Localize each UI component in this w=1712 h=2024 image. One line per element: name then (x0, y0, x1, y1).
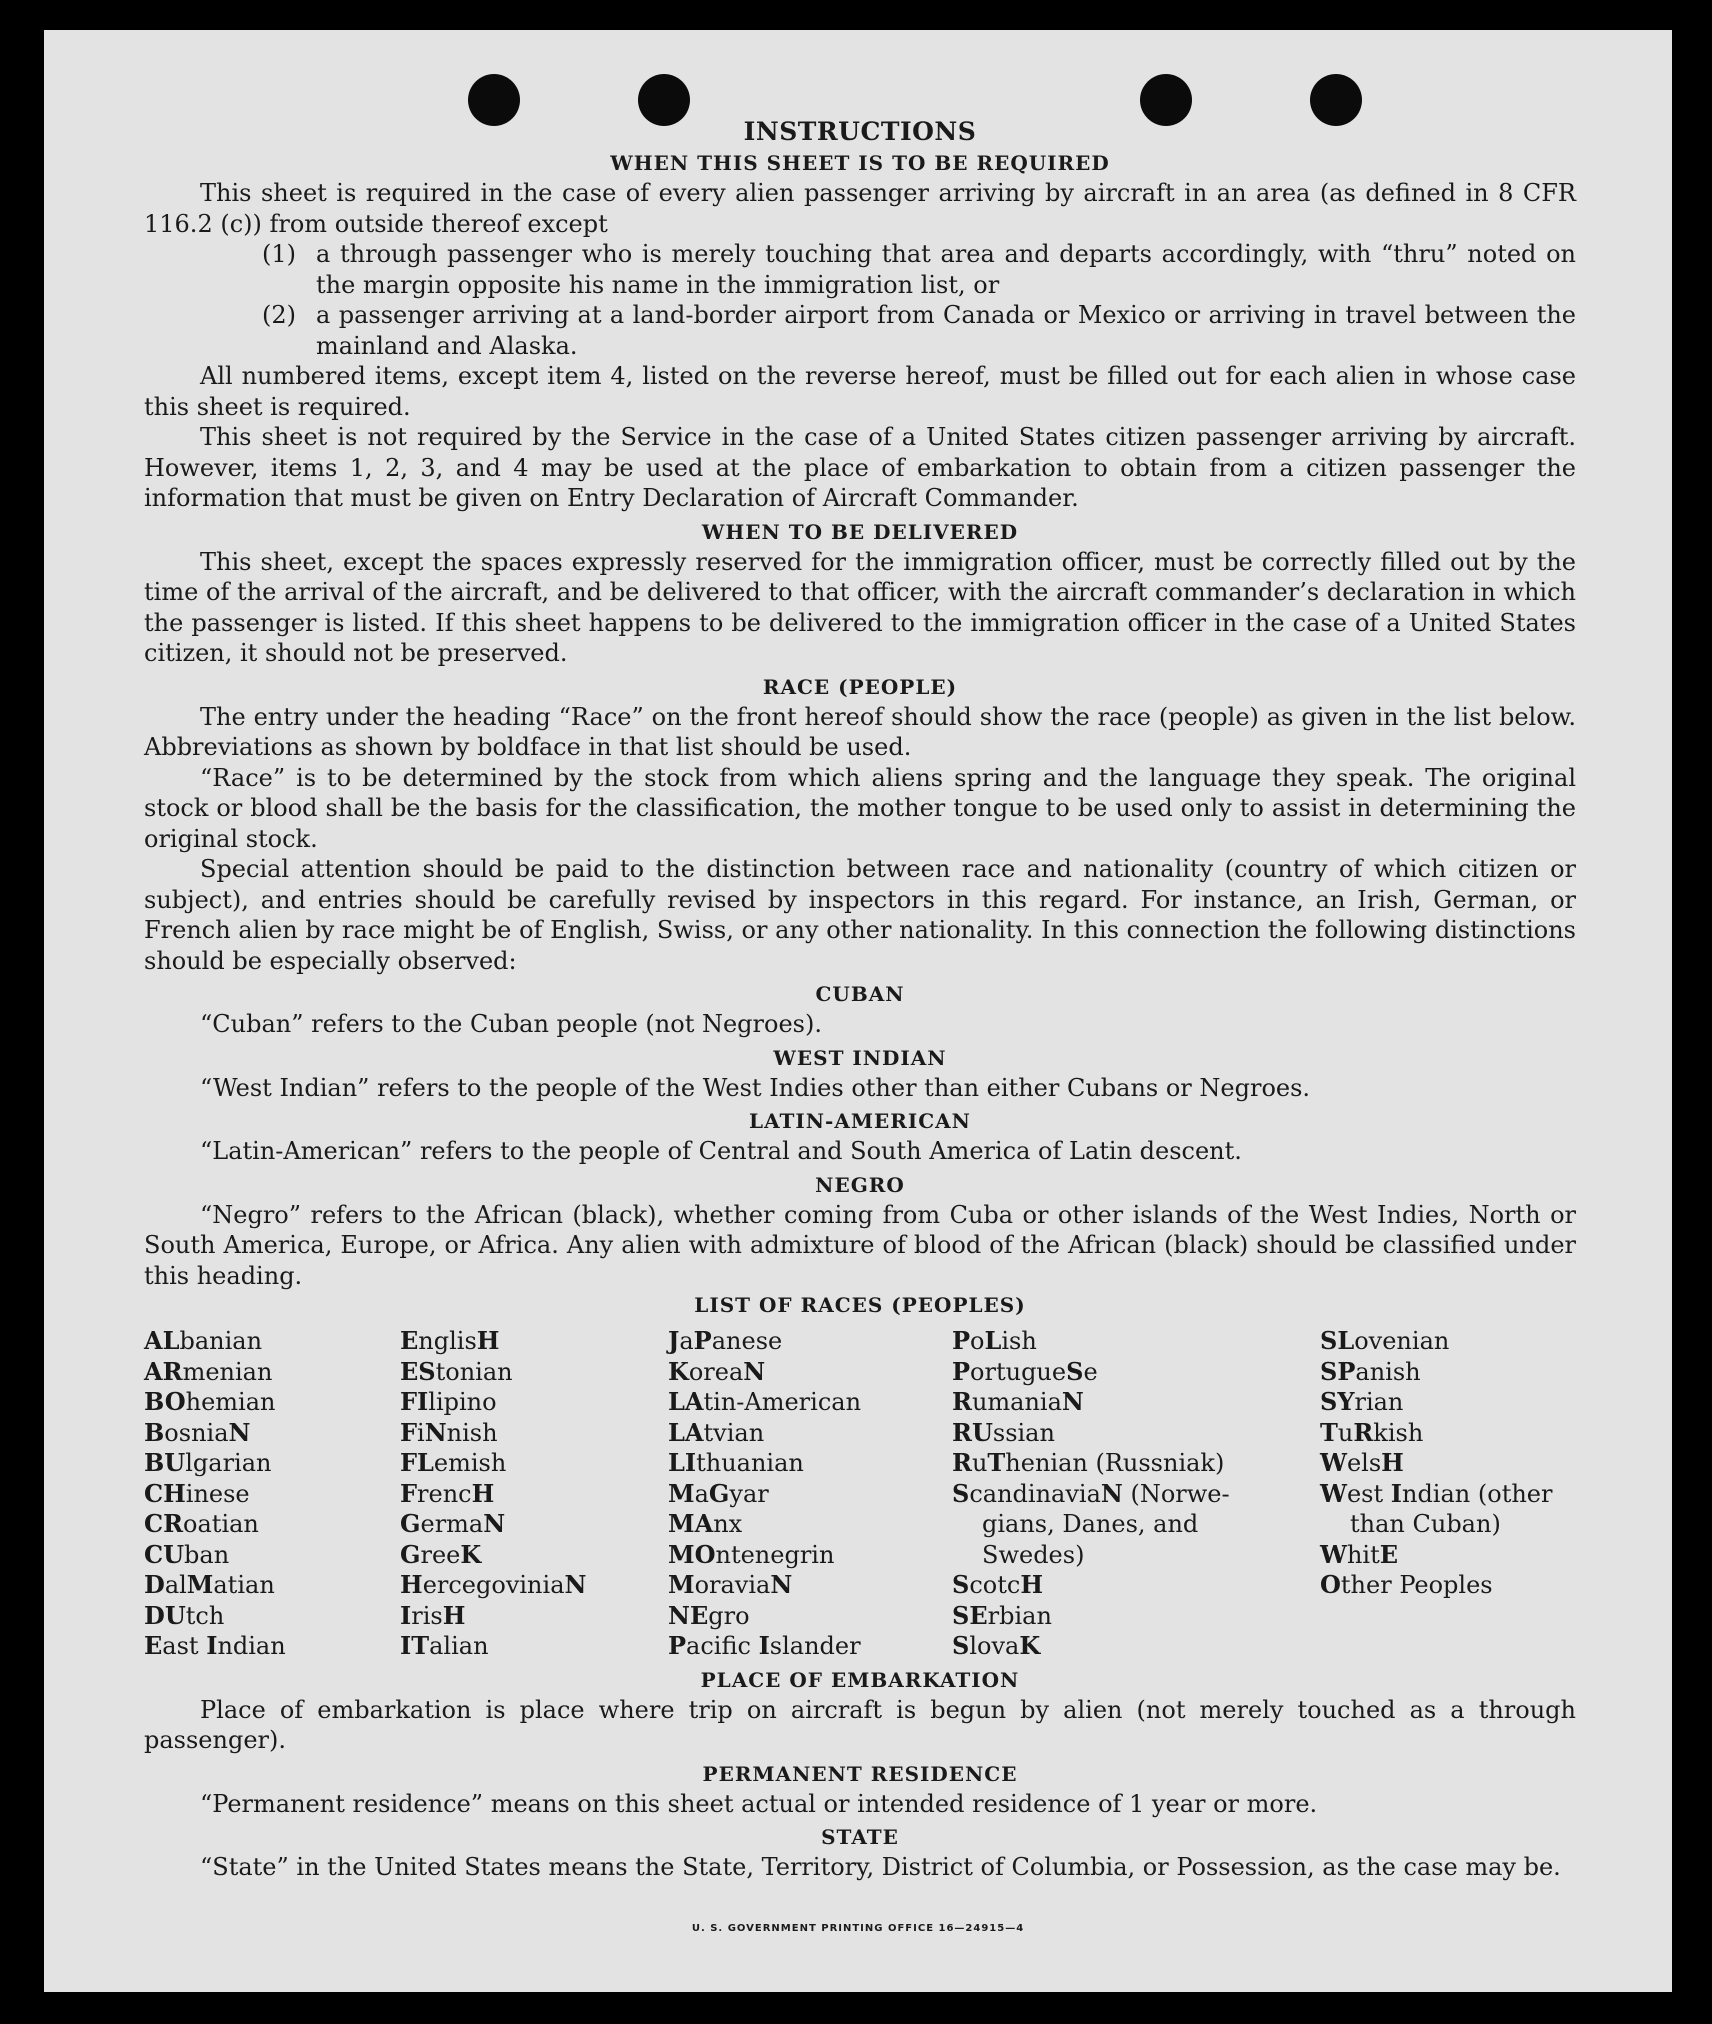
race-entry: SLovenian (1320, 1326, 1450, 1355)
race-entry: PoLish (952, 1326, 1037, 1355)
race-entry: BosniaN (144, 1417, 251, 1447)
race-entry: PortugueSe (952, 1356, 1098, 1386)
race-entry: IrisH (400, 1600, 466, 1630)
exception-item (144, 300, 1576, 361)
paragraph: “Negro” refers to the African (black), whether coming from Cuba or other islands of the West Indies, North or South America, Europe, or Africa. Any alien with admixture of blood of the African (black) should be classified under this heading. (144, 1200, 1576, 1290)
race-entry: RumaniaN (952, 1387, 1084, 1416)
race-entry: BUlgarian (144, 1448, 272, 1477)
item-text: a passenger arriving at a land-border airport from Canada or Mexico or arriving in travel between the mainland and Alaska. (316, 301, 1576, 360)
race-entry: MoraviaN (668, 1570, 793, 1599)
race-entry: BOhemian (144, 1387, 276, 1416)
race-entry: WelsH (1320, 1448, 1404, 1477)
paragraph: All numbered items, except item 4, listed on the reverse hereof, must be filled out for each alien in whose case this sheet is required. (144, 362, 1576, 421)
race-entry: LIthuanian (668, 1448, 804, 1477)
item-number: (1) (262, 240, 296, 268)
heading-state: STATE (821, 1825, 899, 1849)
race-entry: West Indian (other (1320, 1478, 1553, 1508)
race-list (144, 1326, 1576, 1662)
race-entry: SYrian (1320, 1387, 1404, 1416)
race-entry: LAtvian (668, 1417, 765, 1447)
race-entry: SlovaK (952, 1631, 1041, 1660)
paragraph: “State” in the United States means the State, Territory, District of Columbia, or Possession, as the case may be. (200, 1853, 1561, 1881)
race-column (952, 1326, 1240, 1662)
race-entry: HercegoviniaN (400, 1570, 587, 1599)
instructions-content (144, 115, 1576, 1883)
race-entry: RuThenian (Russniak) (952, 1448, 1225, 1477)
race-entry: EnglisH (400, 1326, 500, 1355)
race-entry: DUtch (144, 1600, 225, 1630)
race-entry: EStonian (400, 1356, 513, 1386)
race-entry: SPanish (1320, 1356, 1421, 1386)
paragraph: “Permanent residence” means on this sheet actual or intended residence of 1 year or more. (200, 1789, 1318, 1818)
exception-item (144, 239, 1576, 300)
heading-race: RACE (PEOPLE) (762, 674, 958, 699)
printer-imprint: U. S. GOVERNMENT PRINTING OFFICE 16—24915—4 (691, 1923, 1025, 1934)
race-column (1320, 1326, 1576, 1662)
race-entry: ALbanian (144, 1326, 263, 1355)
item-number: (2) (262, 301, 296, 329)
race-entry: GreeK (400, 1539, 482, 1569)
heading-permanent-residence: PERMANENT RESIDENCE (702, 1761, 1018, 1786)
paragraph: Place of embarkation is place where trip on aircraft is begun by alien (not merely touched as a through passenger). (144, 1695, 1576, 1754)
race-entry: ITalian (400, 1631, 489, 1660)
race-column (144, 1326, 400, 1662)
race-entry: NEgro (668, 1600, 750, 1630)
form-page (44, 30, 1672, 1992)
race-entry: CUban (144, 1539, 230, 1569)
paragraph: This sheet is not required by the Service in the case of a United States citizen passenger arriving by aircraft. However, items 1, 2, 3, and 4 may be used at the place of embarkation to obtain from a citizen passenger the information that must be given on Entry Declaration of Aircraft Commander. (144, 423, 1576, 512)
race-entry: FiNnish (400, 1417, 498, 1447)
paragraph: “Cuban” refers to the Cuban people (not Negroes). (200, 1010, 822, 1038)
race-entry: TuRkish (1320, 1417, 1424, 1447)
race-entry: Swedes) (982, 1540, 1085, 1569)
race-entry: FrencH (400, 1478, 495, 1508)
heading-latin-american: LATIN-AMERICAN (749, 1109, 971, 1133)
heading-place-of-embarkation: PLACE OF EMBARKATION (700, 1667, 1020, 1692)
page-title: INSTRUCTIONS (743, 117, 977, 146)
paragraph: “West Indian” refers to the people of the West Indies other than either Cubans or Negroes. (200, 1073, 1311, 1102)
race-entry: SErbian (952, 1600, 1052, 1630)
item-text: a through passenger who is merely touching that area and departs accordingly, with “thru” noted on the margin opposite his name in the immigration list, or (316, 240, 1576, 299)
paragraph: Special attention should be paid to the distinction between race and nationality (country of which citizen or subject), and entries should be carefully revised by inspectors in this regard. For instance, an Irish, German, or French alien by race might be of English, Swiss, or any other nationality. In this connection the following distinctions should be especially observed: (144, 855, 1576, 975)
heading-negro: NEGRO (815, 1172, 905, 1197)
race-column (400, 1326, 668, 1662)
race-entry: MAnx (668, 1509, 743, 1538)
race-entry: MaGyar (668, 1478, 769, 1508)
heading-when-required: WHEN THIS SHEET IS TO BE REQUIRED (610, 151, 1110, 175)
race-entry: CRoatian (144, 1509, 259, 1538)
heading-list-of-races: LIST OF RACES (PEOPLES) (694, 1293, 1026, 1317)
race-entry: East Indian (144, 1631, 286, 1660)
race-entry: Pacific Islander (668, 1631, 861, 1660)
race-entry: DalMatian (144, 1570, 275, 1599)
heading-when-delivered: WHEN TO BE DELIVERED (701, 519, 1019, 544)
race-entry: MOntenegrin (668, 1539, 835, 1569)
race-column (668, 1326, 952, 1662)
heading-west-indian: WEST INDIAN (773, 1045, 947, 1070)
race-entry: CHinese (144, 1478, 250, 1508)
heading-cuban: CUBAN (815, 982, 905, 1006)
paragraph: This sheet, except the spaces expressly reserved for the immigration officer, must be correctly filled out by the time of the arrival of the aircraft, and be delivered to that officer, with the aircraft commander’s declaration in which the passenger is listed. If this sheet happens to be delivered to the immigration officer in the case of a United States citizen, it should not be preserved. (144, 547, 1576, 667)
race-entry: GermaN (400, 1509, 506, 1538)
race-entry: Other Peoples (1320, 1570, 1493, 1599)
race-entry: KoreaN (668, 1356, 766, 1386)
race-entry: LAtin-American (668, 1387, 862, 1416)
race-entry: ScandinaviaN (Norwe- (952, 1478, 1230, 1508)
paragraph: This sheet is required in the case of every alien passenger arriving by aircraft in an area (as defined in 8 CFR 116.2 (c)) from outside thereof except (144, 179, 1576, 238)
race-entry: FLemish (400, 1448, 507, 1477)
race-entry: gians, Danes, and (982, 1510, 1199, 1538)
race-entry: FIlipino (400, 1387, 497, 1416)
race-entry: than Cuban) (1350, 1510, 1501, 1538)
paragraph: “Latin-American” refers to the people of Central and South America of Latin descent. (200, 1137, 1242, 1165)
paragraph: The entry under the heading “Race” on the front hereof should show the race (people) as given in the list below. Abbreviations as shown by boldface in that list should be used. (144, 702, 1576, 761)
race-entry: WhitE (1320, 1539, 1399, 1569)
race-entry: JaPanese (668, 1326, 783, 1355)
paragraph: “Race” is to be determined by the stock from which aliens spring and the language they speak. The original stock or blood shall be the basis for the classification, the mother tongue to be used only to assist in determining the original stock. (144, 763, 1576, 853)
race-entry: RUssian (952, 1417, 1055, 1447)
race-entry: ARmenian (144, 1356, 273, 1386)
race-entry: ScotcH (952, 1570, 1044, 1599)
